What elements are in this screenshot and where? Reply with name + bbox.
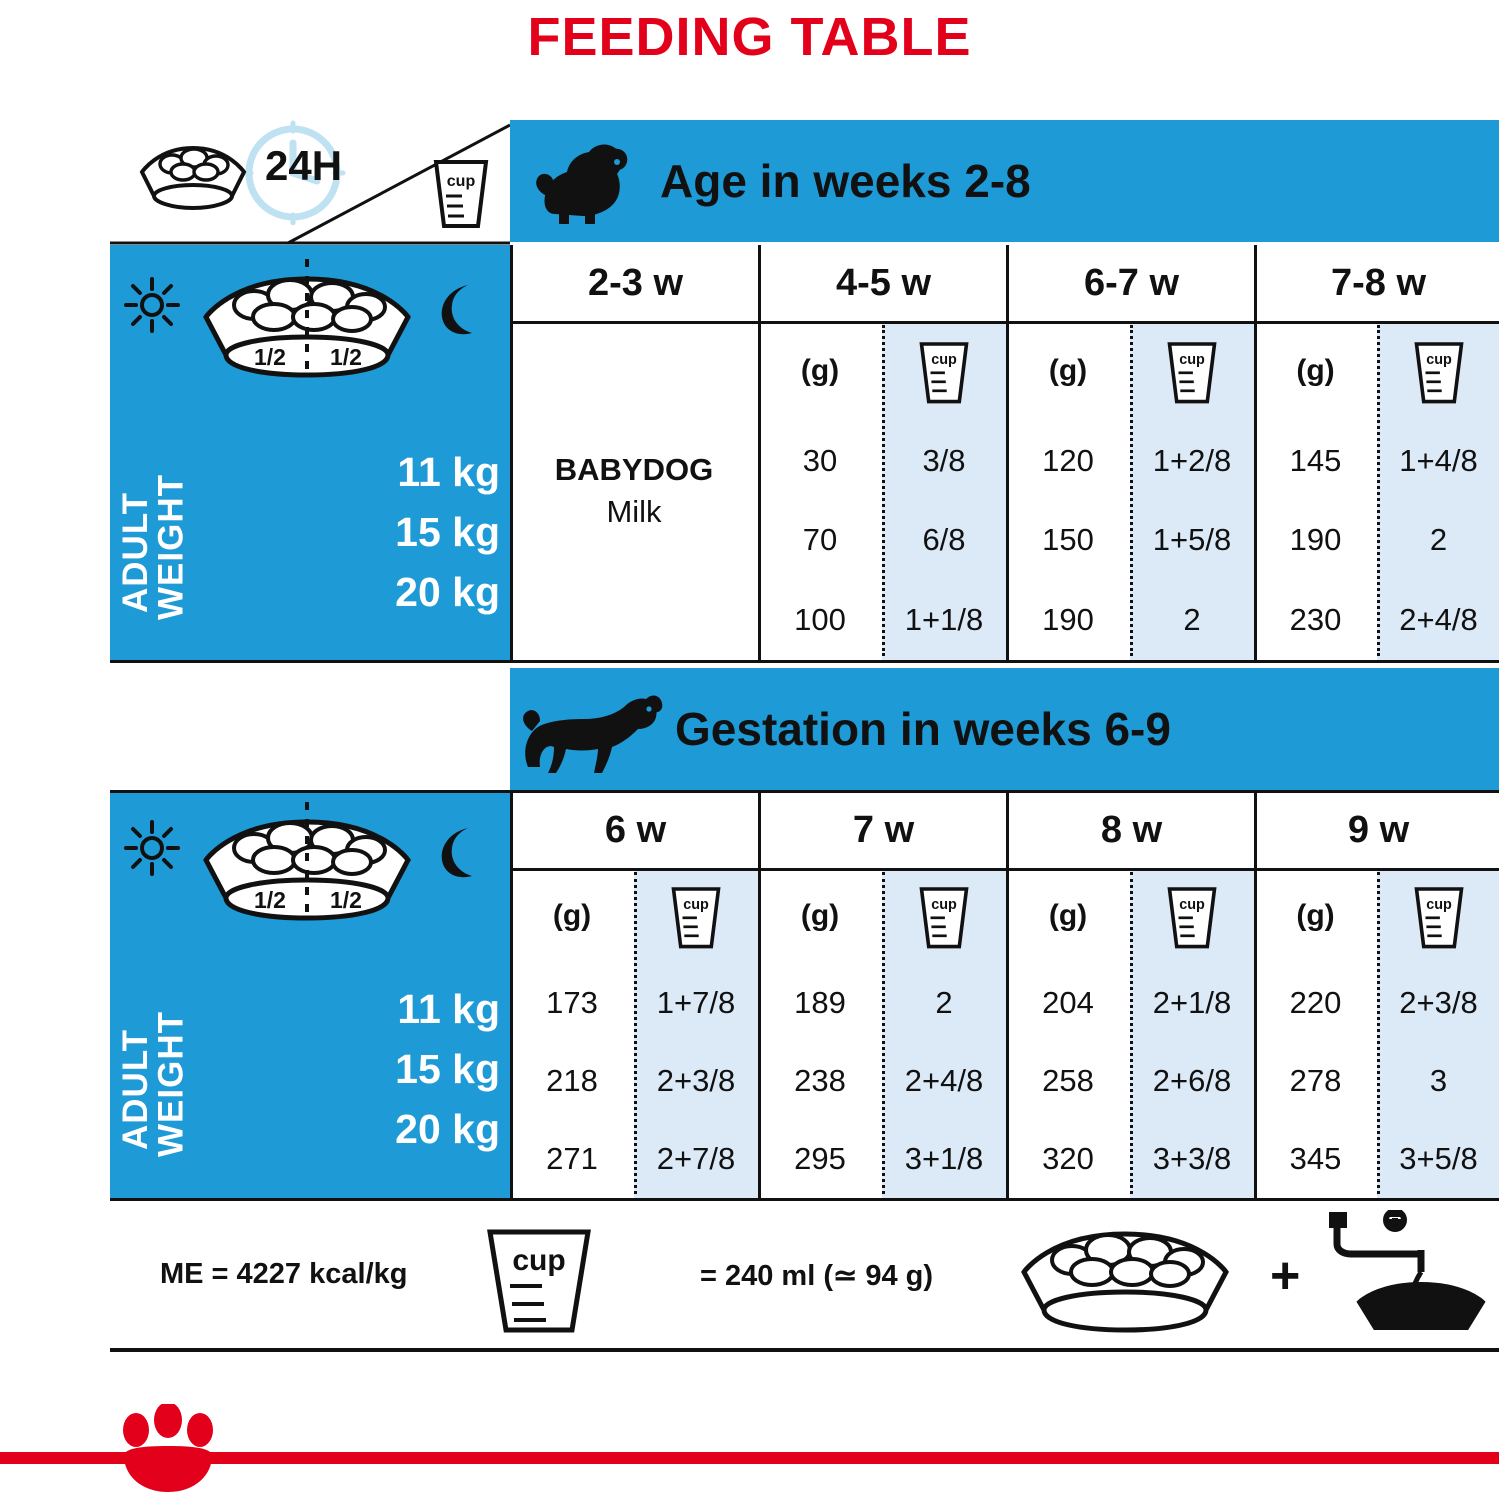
value-g: 145 — [1289, 442, 1342, 478]
value-g: 190 — [1289, 521, 1342, 557]
dog-bowl-icon — [128, 138, 258, 210]
svg-text:cup: cup — [1179, 896, 1205, 913]
weight-values-puppy — [395, 443, 500, 623]
column-header-6w: 6 w — [510, 792, 758, 868]
subheader-grams-8w: (g) — [1048, 899, 1088, 932]
weight-value: 15 kg — [395, 1045, 500, 1092]
value-g: 271 — [546, 1141, 598, 1176]
svg-text:cup: cup — [931, 896, 957, 913]
value-cup: 2+3/8 — [634, 1042, 758, 1120]
column-header-7-8w: 7-8 w — [1254, 245, 1499, 321]
subheader-grams-6-7w: (g) — [1048, 354, 1088, 387]
value-cup: 3+3/8 — [1130, 1120, 1254, 1198]
measuring-cup-icon — [430, 152, 492, 232]
value-g: 30 — [802, 442, 838, 478]
section-banner-gestation — [510, 668, 1499, 790]
subheader-cup-7-8w — [1377, 321, 1499, 421]
dog-bowl-icon — [1000, 1214, 1250, 1334]
moon-icon — [428, 824, 482, 880]
cup-icon — [1164, 880, 1220, 952]
column-header-8w: 8 w — [1006, 792, 1254, 868]
sun-icon — [124, 820, 180, 876]
section-banner-label: Gestation in weeks 6-9 — [675, 703, 1171, 755]
column-header-4-5w: 4-5 w — [758, 245, 1006, 321]
value-cup: 2+6/8 — [1130, 1042, 1254, 1120]
brand-accent-bar — [0, 1452, 1499, 1464]
value-g: 258 — [1042, 1063, 1094, 1098]
column-header-9w: 9 w — [1254, 792, 1499, 868]
weight-column-gestation — [110, 792, 510, 1198]
metabolizable-energy-label: ME = 4227 kcal/kg — [160, 1258, 408, 1290]
value-g: 190 — [1042, 601, 1094, 637]
value-g: 100 — [794, 601, 846, 637]
adult-weight-line1: ADULT — [116, 492, 155, 614]
moon-icon — [428, 281, 482, 337]
column-header-2-3w: 2-3 w — [510, 245, 758, 321]
value-cup: 2+1/8 — [1130, 964, 1254, 1042]
value-cup: 6/8 — [882, 500, 1006, 579]
svg-text:1/2: 1/2 — [330, 344, 362, 370]
subheader-grams-7-8w: (g) — [1296, 354, 1335, 387]
puppy-silhouette-icon — [510, 136, 660, 226]
subheader-grams-6w: (g) — [552, 899, 592, 932]
value-g: 218 — [546, 1063, 598, 1098]
svg-text:cup: cup — [512, 1244, 566, 1277]
water-tap-bowl-icon — [1325, 1210, 1499, 1338]
svg-text:cup: cup — [1425, 351, 1452, 368]
value-cup: 1+5/8 — [1130, 500, 1254, 579]
value-cup: 2 — [1130, 579, 1254, 660]
value-g: 189 — [794, 985, 846, 1020]
adult-weight-line2: WEIGHT — [151, 1011, 191, 1158]
column-header-7w: 7 w — [758, 792, 1006, 868]
cup-icon — [1164, 335, 1220, 407]
subheader-cup-6-7w — [1130, 321, 1254, 421]
value-cup: 3 — [1377, 1042, 1499, 1120]
value-cup: 1+2/8 — [1130, 421, 1254, 500]
weight-value: 11 kg — [397, 449, 500, 495]
value-g: 278 — [1289, 1063, 1342, 1098]
svg-text:cup: cup — [683, 896, 709, 913]
svg-text:cup: cup — [1179, 351, 1205, 368]
weight-value: 20 kg — [395, 1105, 500, 1152]
value-cup: 2 — [1377, 500, 1499, 579]
value-g: 150 — [1042, 521, 1094, 557]
value-cup: 2 — [882, 964, 1006, 1042]
cup-icon — [1411, 335, 1467, 407]
weight-values-gestation — [395, 980, 500, 1160]
column-header-6-7w: 6-7 w — [1006, 245, 1254, 321]
sun-icon — [124, 277, 180, 333]
page-title: FEEDING TABLE — [527, 7, 972, 67]
weight-value: 20 kg — [395, 568, 500, 615]
weight-value: 11 kg — [397, 986, 500, 1032]
adult-weight-label-gestation — [116, 982, 191, 1187]
babydog-milk-cell — [510, 321, 758, 660]
value-g: 238 — [794, 1063, 846, 1098]
value-cup: 2+7/8 — [634, 1120, 758, 1198]
value-cup: 2+4/8 — [1377, 579, 1499, 660]
value-g: 70 — [802, 521, 838, 557]
cup-icon — [916, 880, 972, 952]
cup-icon — [1411, 880, 1467, 952]
subheader-cup-4-5w — [882, 321, 1006, 421]
footer-divider — [110, 1348, 1499, 1352]
section-banner-puppy — [510, 120, 1499, 242]
cup-equivalence-label: = 240 ml (≃ 94 g) — [700, 1260, 934, 1292]
dog-bowl-split-icon — [182, 255, 432, 385]
value-g: 230 — [1289, 601, 1342, 637]
cup-icon — [916, 335, 972, 407]
subheader-cup-7w — [882, 868, 1006, 964]
value-cup: 2+3/8 — [1377, 964, 1499, 1042]
subheader-cup-6w — [634, 868, 758, 964]
plus-sign: + — [1270, 1247, 1301, 1305]
value-g: 120 — [1042, 442, 1094, 478]
value-cup: 3/8 — [882, 421, 1006, 500]
svg-text:cup: cup — [1425, 896, 1452, 913]
svg-text:cup: cup — [931, 351, 957, 368]
dog-bowl-split-icon — [182, 798, 432, 928]
value-cup: 3+5/8 — [1377, 1120, 1499, 1198]
adult-weight-line1: ADULT — [116, 1029, 155, 1151]
babydog-label: BABYDOG — [554, 451, 714, 487]
value-g: 320 — [1042, 1141, 1094, 1176]
svg-text:1/2: 1/2 — [254, 887, 286, 913]
adult-weight-line2: WEIGHT — [151, 474, 191, 621]
value-g: 220 — [1289, 985, 1342, 1020]
svg-text:cup: cup — [446, 173, 476, 190]
value-cup: 1+7/8 — [634, 964, 758, 1042]
value-g: 345 — [1289, 1141, 1342, 1176]
weight-value: 15 kg — [395, 508, 500, 555]
value-g: 173 — [546, 985, 598, 1020]
value-cup: 2+4/8 — [882, 1042, 1006, 1120]
measuring-cup-icon — [480, 1218, 598, 1338]
adult-dog-silhouette-icon — [510, 681, 675, 777]
cup-icon — [668, 880, 724, 952]
feeding-table — [110, 120, 1499, 1198]
value-g: 295 — [794, 1141, 846, 1176]
subheader-grams-9w: (g) — [1296, 899, 1335, 932]
subheader-cup-9w — [1377, 868, 1499, 964]
value-cup: 3+1/8 — [882, 1120, 1006, 1198]
period-label: 24H — [265, 142, 343, 189]
section-banner-label: Age in weeks 2-8 — [660, 155, 1031, 207]
footer-notes — [110, 1210, 1499, 1340]
svg-text:1/2: 1/2 — [330, 887, 362, 913]
subheader-cup-8w — [1130, 868, 1254, 964]
value-cup: 1+1/8 — [882, 579, 1006, 660]
subheader-grams-4-5w: (g) — [800, 354, 840, 387]
adult-weight-label-puppy — [116, 445, 191, 650]
milk-label: Milk — [606, 493, 662, 529]
weight-column-puppy — [110, 245, 510, 660]
subheader-grams-7w: (g) — [800, 899, 840, 932]
svg-text:1/2: 1/2 — [254, 344, 286, 370]
corner-24h-cell — [110, 120, 510, 242]
value-g: 204 — [1042, 985, 1094, 1020]
value-cup: 1+4/8 — [1377, 421, 1499, 500]
